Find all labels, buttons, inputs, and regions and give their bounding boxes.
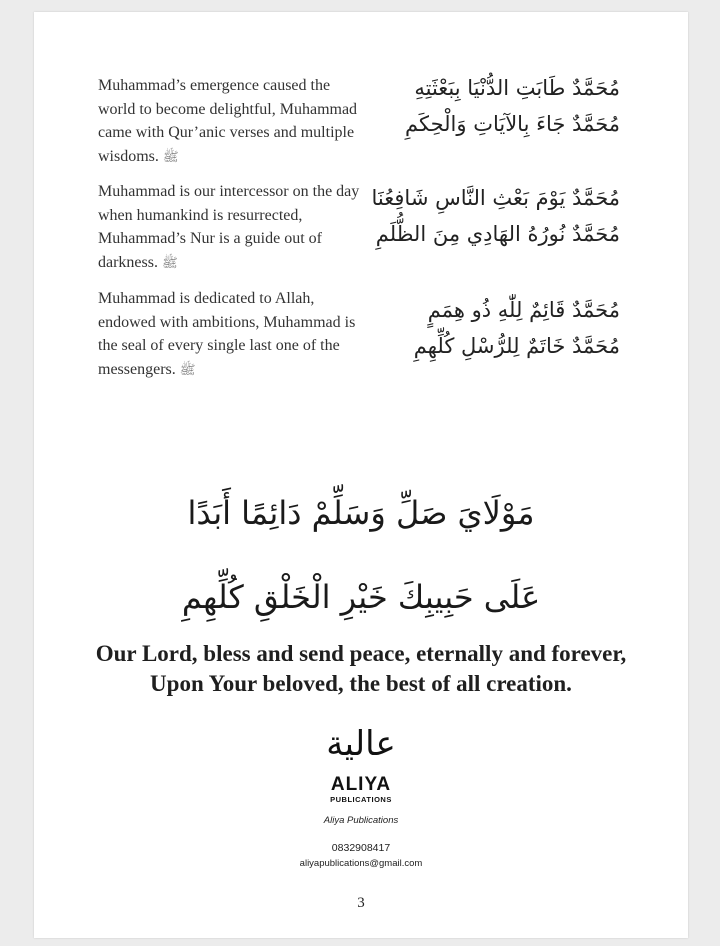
stanza-3-english-text: Muhammad is dedicated to Allah, endowed with ambitions, Muhammad is the seal of every single last one of the messengers. (98, 290, 356, 378)
refrain-translation-line-1: Our Lord, bless and send peace, eternally and forever, (95, 641, 627, 666)
stanza-1-arabic-line-1: مُحَمَّدٌ طَابَتِ الدُّنْيَا بِبَعْثَتِهِ (414, 76, 620, 100)
publisher-phone: 0832908417 (331, 842, 391, 854)
stanza-2-arabic (350, 180, 620, 252)
stanza-2-english (98, 180, 366, 274)
stanza-3-arabic-line-1: مُحَمَّدٌ قَائِمٌ لِلّٰهِ ذُو هِمَمٍ (427, 298, 620, 322)
page-number: 3 (357, 895, 365, 911)
publisher-logo-name: ALIYA (330, 774, 392, 795)
stanza-1-english (98, 74, 366, 168)
refrain-arabic-line-2: عَلَى حَبِيبِكَ خَيْرِ الْخَلْقِ كُلِّهِمِ (181, 578, 541, 616)
stanza-3-english (98, 287, 366, 381)
stanza-3-arabic-line-2: مُحَمَّدٌ خَاتَمٌ لِلرُّسْلِ كُلِّهِمِ (413, 334, 620, 358)
stanza-1-arabic (350, 70, 620, 142)
publisher-email: aliyapublications@gmail.com (299, 858, 423, 869)
salawat-icon: ﷺ (162, 148, 179, 164)
publisher-logo-subtitle: PUBLICATIONS (330, 795, 392, 804)
stanza-1-arabic-line-2: مُحَمَّدٌ جَاءَ بِالآيَاتِ وَالْحِكَمِ (405, 112, 620, 136)
salawat-icon: ﷺ (161, 254, 178, 270)
refrain-translation-line-2: Upon Your beloved, the best of all creation. (150, 671, 572, 696)
stanza-2-arabic-line-1: مُحَمَّدٌ يَوْمَ بَعْثِ النَّاسِ شَافِعُنَا (371, 186, 620, 210)
publisher-name: Aliya Publications (323, 815, 399, 826)
publisher-logo-arabic: عالية (326, 724, 396, 764)
stanza-1-english-text: Muhammad’s emergence caused the world to become delightful, Muhammad came with Qur’anic verses and multiple wisdoms. (98, 77, 358, 165)
stanza-2-arabic-line-2: مُحَمَّدٌ نُورُهُ الهَادِي مِنَ الظُّلَمِ (375, 222, 620, 246)
stanza-2-english-text: Muhammad is our intercessor on the day when humankind is resurrected, Muhammad’s Nur is a guide out of darkness. (98, 183, 360, 271)
page (34, 12, 688, 938)
salawat-icon: ﷺ (179, 361, 196, 377)
refrain-arabic-line-1: مَوْلَايَ صَلِّ وَسَلِّمْ دَائِمًا أَبَدًا (187, 494, 535, 532)
stanza-3-arabic (350, 292, 620, 364)
